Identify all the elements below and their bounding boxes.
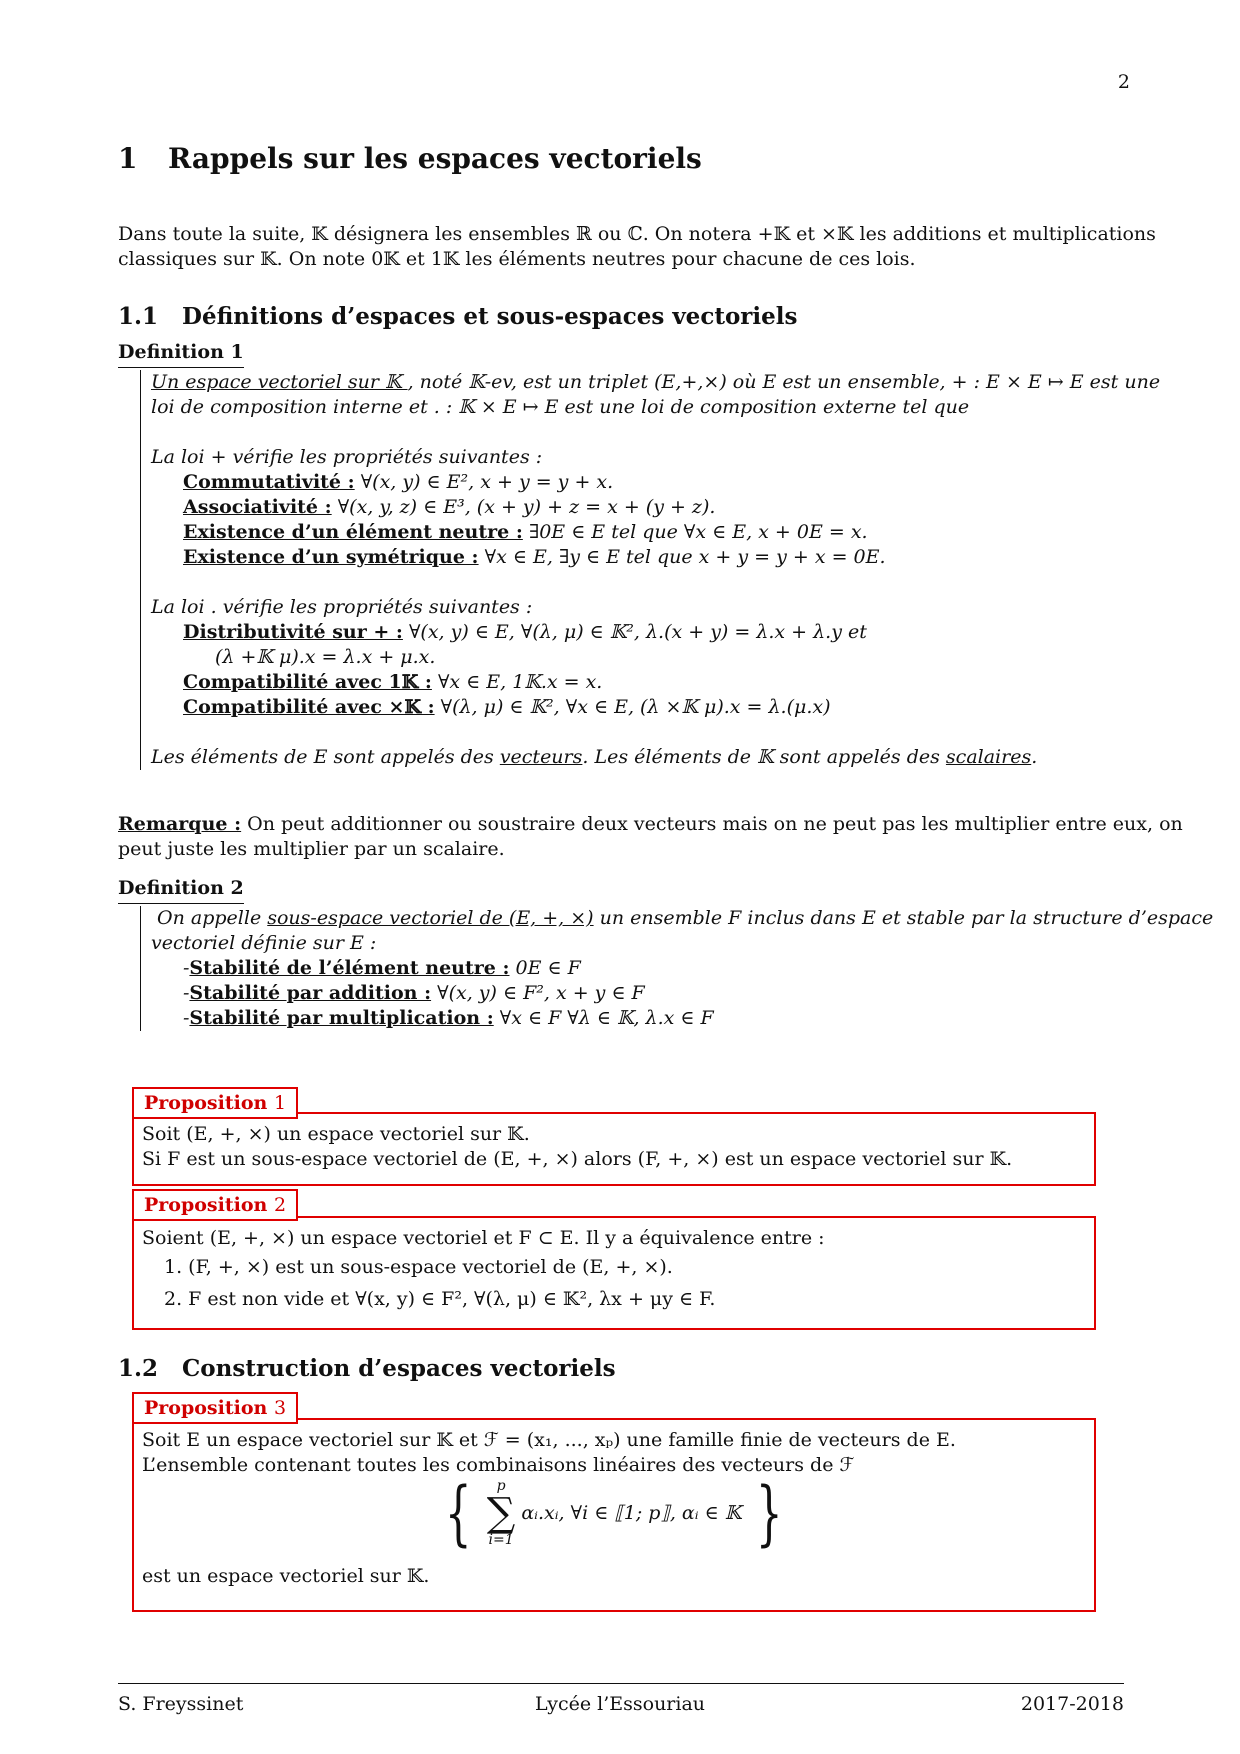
proposition-label [132, 1392, 298, 1424]
proposition-number: 2 [273, 1194, 287, 1216]
property-text: ∀(x, y, z) ∈ E³, (x + y) + z = x + (y + z). [331, 496, 716, 518]
dot-law-intro: La loi . vérifie les propriétés suivantes : [151, 596, 533, 618]
proposition-body [134, 1420, 1094, 1595]
proposition-line: Soient (E, +, ×) un espace vectoriel et F ⊂ E. Il y a équivalence entre : [142, 1227, 825, 1249]
definition-body [140, 906, 1214, 1031]
proposition-number: 1 [273, 1092, 287, 1114]
remark-line [118, 812, 1183, 837]
section-title: Rappels sur les espaces vectoriels [168, 142, 702, 175]
property-text: (λ +𝕂 μ).x = λ.x + μ.x. [215, 646, 436, 668]
property-label: Distributivité sur + : [183, 621, 403, 643]
remark-line: peut juste les multiplier par un scalaire. [118, 838, 505, 860]
property-line: -Stabilité par addition : ∀(x, y) ∈ F², x + y ∈ F [183, 982, 645, 1004]
proposition-label-text: Proposition [144, 1194, 268, 1216]
property-text: ∀x ∈ E, 1𝕂.x = x. [431, 671, 603, 693]
proposition-label-text: Proposition [144, 1092, 268, 1114]
footer-rule [118, 1683, 1124, 1684]
subsection-heading [118, 1354, 616, 1384]
definition-line: loi de composition interne et . : 𝕂 × E ↦ E est une loi de composition externe tel que [151, 396, 970, 418]
proposition-line: Si F est un sous-espace vectoriel de (E, +, ×) alors (F, +, ×) est un espace vectoriel sur 𝕂. [142, 1148, 1013, 1170]
proposition-body [134, 1114, 1094, 1178]
property-label: Stabilité par multiplication : [189, 1007, 494, 1029]
property-line [151, 545, 1135, 570]
property-label: Stabilité par addition : [189, 982, 432, 1004]
property-line [151, 620, 1135, 645]
proposition-label [132, 1087, 298, 1119]
property-text: 0E ∈ F [509, 957, 581, 979]
definition-line [151, 906, 1214, 931]
subsection-title: Définitions d’espaces et sous-espaces vectoriels [182, 303, 798, 330]
proposition-label-text: Proposition [144, 1397, 268, 1419]
list-item: 1. (F, +, ×) est un sous-espace vectoriel de (E, +, ×). [164, 1256, 673, 1278]
proposition-box [132, 1216, 1096, 1330]
footer-author: S. Freyssinet [118, 1693, 244, 1715]
subsection-heading [118, 302, 797, 332]
proposition-list [142, 1251, 1086, 1315]
definition-closing [151, 745, 1135, 770]
remark-text: On peut additionner ou soustraire deux vecteurs mais on ne peut pas les multiplier entre eux, on [241, 813, 1183, 835]
property-line: -Stabilité de l’élément neutre : 0E ∈ F [183, 957, 581, 979]
term-scalaires: scalaires [945, 746, 1032, 768]
proposition-line: est un espace vectoriel sur 𝕂. [142, 1565, 430, 1587]
sum-upper-bound: p [496, 1478, 506, 1494]
property-label: Stabilité de l’élément neutre : [189, 957, 510, 979]
footer-school: Lycée l’Essouriau [534, 1693, 706, 1715]
closing-text: . Les éléments de 𝕂 sont appelés des [582, 746, 946, 768]
property-label: Existence d’un symétrique : [183, 546, 479, 568]
property-text: ∀(x, y) ∈ E, ∀(λ, μ) ∈ 𝕂², λ.(x + y) = λ.x + λ.y et [402, 621, 867, 643]
definition-text: un ensemble F inclus dans E et stable par la structure d’espace [593, 907, 1214, 929]
definition-term: sous-espace vectoriel de (E, +, ×) [267, 907, 594, 929]
definition-label: Definition 1 [118, 340, 244, 368]
proposition-line: Soit E un espace vectoriel sur 𝕂 et ℱ = (x₁, ..., xₚ) une famille finie de vecteurs de E. [142, 1429, 956, 1451]
page-number: 2 [1117, 71, 1130, 93]
property-label: Existence d’un élément neutre : [183, 521, 523, 543]
list-item: 2. F est non vide et ∀(x, y) ∈ F², ∀(λ, μ) ∈ 𝕂², λx + μy ∈ F. [164, 1288, 716, 1310]
property-text: ∃0E ∈ E tel que ∀x ∈ E, x + 0E = x. [522, 521, 868, 543]
subsection-number: 1.1 [118, 303, 159, 330]
proposition-line: Soit (E, +, ×) un espace vectoriel sur 𝕂. [142, 1123, 530, 1145]
proposition-box [132, 1418, 1096, 1612]
definition-text: On appelle [157, 907, 268, 929]
definition-term: Un espace vectoriel sur 𝕂 [151, 371, 408, 393]
proposition-body [134, 1218, 1094, 1321]
sum-operator [487, 1479, 516, 1547]
intro-line: classiques sur 𝕂. On note 0𝕂 et 1𝕂 les éléments neutres pour chacune de ces lois. [118, 248, 916, 270]
definition-text: , noté 𝕂-ev, est un triplet (E,+,×) où E est un ensemble, + : E × E ↦ E est une [407, 371, 1161, 393]
proposition-line: L’ensemble contenant toutes les combinaisons linéaires des vecteurs de ℱ [142, 1454, 855, 1476]
property-text: ∀(x, y) ∈ E², x + y = y + x. [354, 471, 614, 493]
formula-body: αᵢ.xᵢ, ∀i ∈ ⟦1; p⟧, αᵢ ∈ 𝕂 [521, 1501, 742, 1524]
footer-year: 2017-2018 [1020, 1693, 1124, 1715]
formula-inner [436, 1472, 792, 1554]
property-label: Commutativité : [183, 471, 355, 493]
definition-body [140, 370, 1161, 770]
property-line [151, 495, 1135, 520]
property-line [151, 670, 1135, 695]
intro-paragraph [118, 222, 1156, 272]
property-text: ∀x ∈ F ∀λ ∈ 𝕂, λ.x ∈ F [493, 1007, 714, 1029]
proposition-number: 3 [273, 1397, 287, 1419]
open-brace: { [445, 1472, 472, 1554]
close-brace: } [756, 1472, 783, 1554]
closing-text: . [1031, 746, 1038, 768]
remark [118, 812, 1183, 862]
property-label: Compatibilité avec ×𝕂 : [183, 696, 435, 718]
definition-label: Definition 2 [118, 876, 244, 904]
property-line [151, 520, 1135, 545]
property-line: -Stabilité par multiplication : ∀x ∈ F ∀λ ∈ 𝕂, λ.x ∈ F [183, 1007, 714, 1029]
subsection-title: Construction d’espaces vectoriels [182, 1355, 616, 1382]
sigma-symbol: ∑ [486, 1490, 516, 1536]
property-label: Associativité : [183, 496, 332, 518]
proposition-label [132, 1189, 298, 1221]
plus-law-intro: La loi + vérifie les propriétés suivantes : [151, 446, 543, 468]
subsection-number: 1.2 [118, 1355, 159, 1382]
intro-line: Dans toute la suite, 𝕂 désignera les ensembles ℝ ou ℂ. On notera +𝕂 et ×𝕂 les additions et multiplications [118, 223, 1156, 245]
property-text: ∀x ∈ E, ∃y ∈ E tel que x + y = y + x = 0E. [478, 546, 886, 568]
section-heading [118, 142, 702, 176]
property-label: Compatibilité avec 1𝕂 : [183, 671, 432, 693]
remark-label: Remarque : [118, 813, 242, 835]
definition-line: vectoriel définie sur E : [151, 932, 377, 954]
formula [142, 1472, 1086, 1564]
property-text: ∀(λ, μ) ∈ 𝕂², ∀x ∈ E, (λ ×𝕂 μ).x = λ.(μ.x) [434, 696, 831, 718]
definition-line [151, 370, 1161, 395]
property-line [151, 470, 1135, 495]
sum-lower-bound: i=1 [488, 1532, 514, 1548]
section-number: 1 [118, 142, 138, 175]
property-line [151, 645, 1135, 670]
property-line [151, 695, 1135, 720]
term-vecteurs: vecteurs [499, 746, 583, 768]
proposition-box [132, 1112, 1096, 1186]
closing-text: Les éléments de E sont appelés des [151, 746, 500, 768]
property-text: ∀(x, y) ∈ F², x + y ∈ F [431, 982, 645, 1004]
